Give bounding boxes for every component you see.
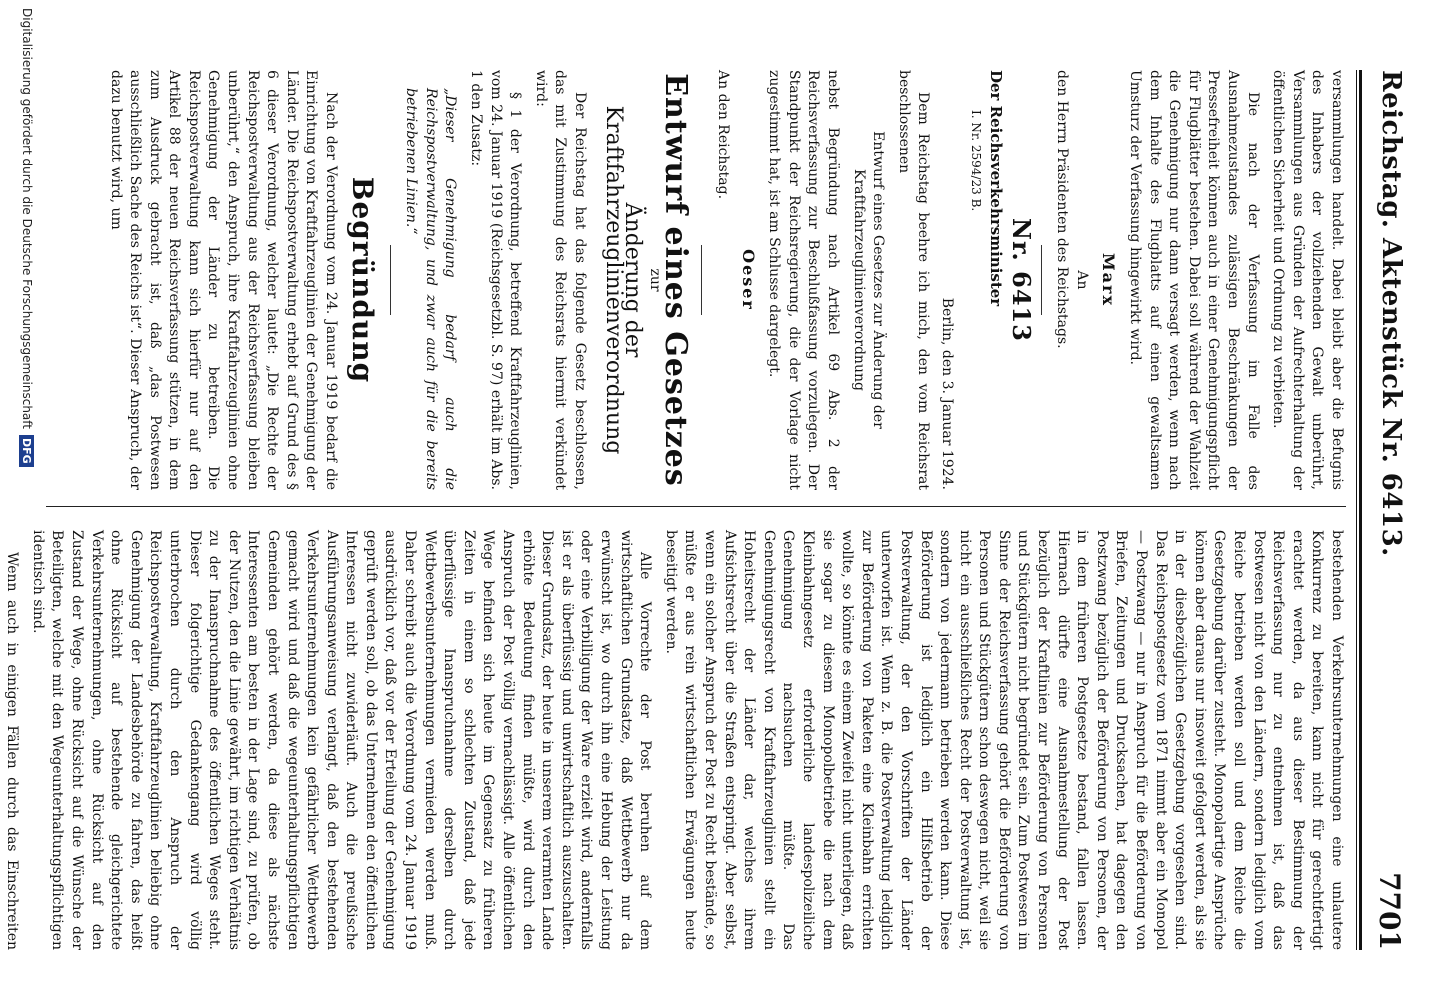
- address-line: An: [1073, 270, 1090, 290]
- right-column: [0, 530, 1346, 950]
- header-rule-thin: [1356, 70, 1357, 950]
- credit-text: Digitalisierung gefördert durch die Deutsche Forschungsgemeinschaft: [20, 8, 34, 430]
- paragraph: Wenn auch in einigen Fällen durch das Einschreiten: [4, 552, 21, 950]
- paragraph: versammlungen handelt. Dabei bleibt aber die Befugnis des Inhabers der vollziehenden Gewalt unberührt, Versammlungen aus Gründen der Aufrechterhaltung der öffentlichen Sicherheit und Ordnung zu verbieten.: [1270, 70, 1345, 490]
- paragraph: Die nach der Verfassung im Falle des Ausnahmezustandes zulässigen Beschränkungen der Pressefreiheit können auch in einer Genehmigungspflicht für Flugblätter bestehen. Dabei soll während der Wahlzeit die Genehmigung nur dann versagt werden, wenn nach dem Inhalte des Flugblatts auf einen gewaltsamen Umsturz der Verfassung hingewirkt wird.: [1127, 70, 1261, 490]
- signature: Marx: [1099, 252, 1119, 308]
- page-number: 7701: [1373, 872, 1406, 950]
- paragraph: bestehenden Verkehrsunternehmungen eine unlautere Konkurrenz zu bereiten, kann nicht für gerechtfertigt erachtet werden, da aus dieser Bestimmung der Reichsverfassung nur zu entnehmen ist, daß das Postwesen nicht von den Ländern, sondern lediglich vom Reiche betrieben werden soll und dem Reiche die Gesetzgebung darüber zusteht. Monopolartige Ansprüche können aber daraus nur insoweit gefolgert werden, als sie in der diesbezüglichen Gesetzgebung vorgesehen sind. Das Reichspostgesetz vom 1871 nimmt aber ein Monopol — Postzwang — nur in Anspruch für die Beförderung von Briefen, Zeitungen und Drucksachen, hat dagegen den Postzwang bezüglich der Beförderung von Personen, der in dem früheren Postgesetze bestand, fallen lassen. Hiernach dürfte eine Ausnahmestellung der Post bezüglich der Kraftlinien zur Beförderung von Personen und Stückgütern nicht begründet sein. Zum Postwesen im Sinne der Reichsverfassung gehört die Beförderung von Personen und Stückgütern schon deswegen nicht, weil sie nicht ein ausschließliches Recht der Postverwaltung ist, sondern von jedermann betrieben werden kann. Diese Beförderung ist lediglich ein Hilfsbetrieb der Postverwaltung, der den Vorschriften der Länder unterworfen ist. Wenn z. B. die Postverwaltung lediglich zur Beförderung von Paketen eine Kleinbahn errichten wollte, so könnte es einem Zweifel nicht unterliegen, daß sie sogar zu diesem Monopolbetriebe die nach dem Kleinbahngesetz erforderliche landespolizeiliche Genehmigung nachsuchen müßte. Das Genehmigungsrecht von Kraftfahrzeuglinien stellt ein Hoheitsrecht der Länder dar, welches ihrem Aufsichtsrecht über die Straßen entspringt. Aber selbst, wenn ein solcher Anspruch der Post zu Recht bestände, so müßte er aus rein wirtschaftlichen Erwägungen heute beseitigt werden.: [662, 530, 1345, 950]
- address-line: An den Reichstag.: [714, 70, 731, 200]
- paragraph: § 1 der Verordnung, betreffend Kraftfahrzeuglinien, vom 24. Januar 1919 (Reichsgesetzbl. S. 97) erhält im Abs. 1 den Zusatz:: [468, 70, 524, 490]
- reference-number: I. Nr. 2594/23 B.: [969, 110, 984, 212]
- header-rule: [1359, 70, 1362, 950]
- page-header: [1366, 70, 1406, 950]
- draft-heading: Entwurf eines Gesetzes: [658, 73, 694, 487]
- divider: [1041, 245, 1042, 315]
- quote: „Dieser Genehmigung bedarf auch die Reichspostverwaltung, und zwar auch für die bereits betriebenen Linien.“: [403, 88, 459, 490]
- paragraph: Der Reichstag hat das folgende Gesetz beschlossen, das mit Zustimmung des Reichsrats hiermit verkündet wird:: [532, 70, 588, 490]
- running-title: Reichstag. Aktenstück Nr. 6413.: [1376, 70, 1406, 557]
- paragraph: nebst Begründung nach Artikel 69 Abs. 2 der Reichsverfassung zur Beschlußfassung vorzulegen. Der Standpunkt der Reichsregierung, die der Vorlage nicht zugestimmt hat, ist am Schlusse dargelegt.: [766, 70, 841, 490]
- date-line: Berlin, den 3. Januar 1924.: [938, 297, 955, 490]
- divider: [701, 245, 702, 315]
- left-column: [99, 70, 1346, 490]
- document-number: Nr. 6413: [1006, 218, 1036, 342]
- column-separator: [46, 506, 1346, 507]
- paragraph: Dem Reichstag beehre ich mich, den vom Reichsrat beschlossenen: [895, 70, 932, 490]
- divider: [390, 245, 391, 315]
- sender: Der Reichsverkehrsminister: [987, 70, 1006, 307]
- dfg-logo: DFG: [19, 435, 34, 467]
- draft-zur: zur: [646, 268, 663, 292]
- digitization-credit: [10, 0, 34, 1008]
- section-heading: Begründung: [345, 176, 379, 384]
- draft-subheading: Änderung der Kraftfahrzeuglinienverordnung: [600, 105, 646, 455]
- draft-title-inline: Entwurf eines Gesetzes zur Änderung der Kraftfahrzeuglinienverordnung: [850, 131, 887, 429]
- paragraph: Nach der Verordnung vom 24. Januar 1919 bedarf die Einrichtung von Kraftfahrzeuglinien der Genehmigung der Länder. Die Reichspostverwaltung erhebt auf Grund des § 6 dieser Verordnung, welcher lautet: „Die Rechte der Reichspostverwaltung aus der Reichsverfassung bleiben unberührt,“ den Anspruch, ihre Kraftfahrzeuglinien ohne Genehmigung der Länder zu betreiben. Die Reichspostverwaltung kann sich hierfür nur auf den Artikel 88 der neuen Reichsverfassung stützen, in dem zum Ausdruck gebracht ist, daß „das Postwesen ausschließlich Sache des Reichs ist“. Dieser Anspruch, der dazu benutzt wird, um: [107, 70, 340, 490]
- signature: Oeser: [738, 249, 758, 311]
- paragraph: Alle Vorrechte der Post beruhen auf dem wirtschaftlichen Grundsatze, daß Wettbewerb nur da erwünscht ist, wo durch ihn eine Hebung der Leistung oder eine Verbilligung der Ware erzielt wird, andernfalls ist er als überflüssig und unwirtschaftlich auszuschalten. Dieser Grundsatz, der heute in unserem verarmten Lande erhöhte Bedeutung finden müßte, wird durch den Anspruch der Post völlig vernachlässigt. Alle öffentlichen Wege befinden sich heute im Gegensatz zu früheren Zeiten in einem so schlechten Zustand, daß jede überflüssige Inanspruchnahme derselben durch Wettbewerbsunternehmungen vermieden werden muß. Daher schreibt auch die Verordnung vom 24. Januar 1919 ausdrücklich vor, daß vor der Erteilung der Genehmigung geprüft werden soll, ob das Unternehmen den öffentlichen Interessen nicht zuwiderläuft. Auch die preußische Ausführungsanweisung verlangt, daß den bestehenden Verkehrsunternehmungen kein gefährlicher Wettbewerb gemacht wird und daß die wegeunterhaltungspflichtigen Gemeinden gehört werden, da diese als nächste Interessenten am besten in der Lage sind, zu prüfen, ob der Nutzen, den die Linie gewährt, im richtigen Verhältnis zu der Inanspruchnahme des öffentlichen Weges steht. Dieser folgerichtige Gedankengang wird völlig unterbrochen durch den Anspruch der Reichspostverwaltung, Kraftfahrzeuglinien beliebig ohne Genehmigung der Landesbehörde zu fahren, das heißt ohne Rücksicht auf bestehende gleichgerichtete Verkehrsunternehmungen, ohne Rücksicht auf den Zustand der Wege, ohne Rücksicht auf die Wünsche der Beteiligten, welche mit den Wegeunterhaltungspflichtigen identisch sind.: [29, 530, 654, 950]
- address-line: den Herrn Präsidenten des Reichstags.: [1054, 70, 1071, 349]
